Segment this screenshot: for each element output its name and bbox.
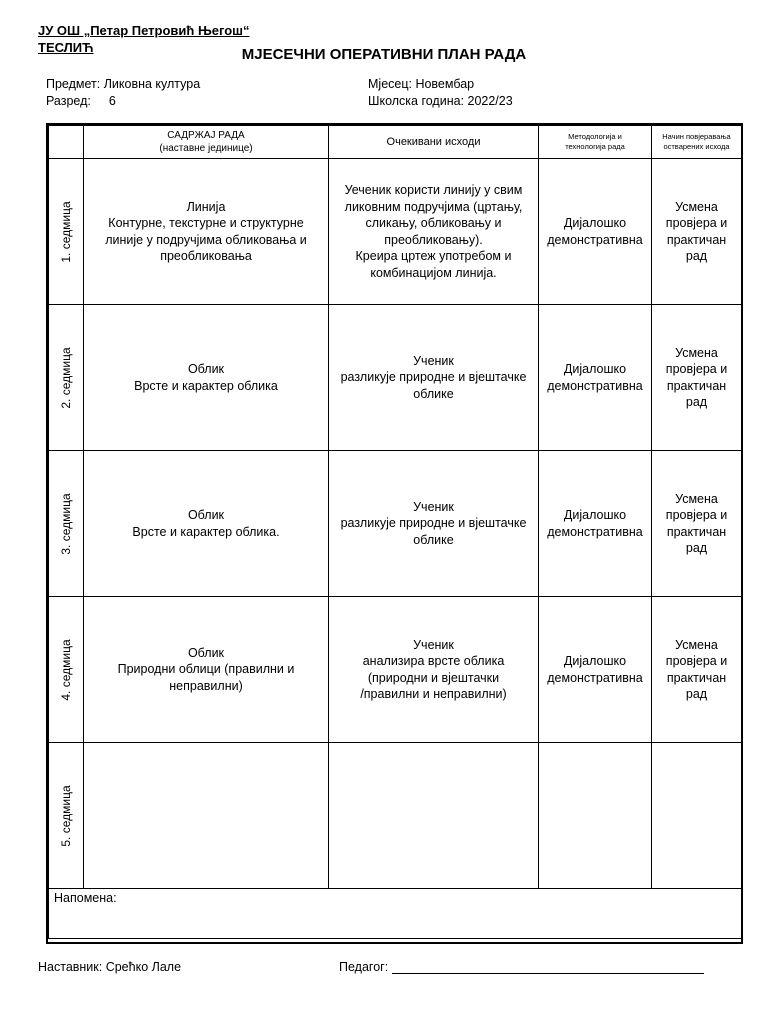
- outcomes-line: анализира врсте облика: [362, 654, 505, 668]
- assessment-line: Усмена: [675, 199, 718, 214]
- assessment-line: практичан: [666, 378, 727, 393]
- week-label: 1. седмица: [59, 200, 73, 263]
- assessment-line: рад: [685, 249, 708, 263]
- outcomes-line: (природни и вјештачки: [367, 670, 500, 685]
- outcomes-line: /правилни и неправилни): [360, 687, 507, 701]
- content-line: Врсте и карактер облика.: [132, 524, 280, 539]
- month-line: Мјесец: Новембар: [368, 77, 475, 91]
- plan-table: [48, 125, 742, 939]
- school-name: ЈУ ОШ „Петар Петровић Његош“: [38, 23, 250, 38]
- outcomes-line: сликању, обликовању и: [365, 216, 502, 230]
- header-week-cell: [49, 126, 84, 159]
- week-label-cell: [49, 743, 84, 889]
- subject-line: Предмет: Ликовна култура: [46, 77, 201, 91]
- week-method-cell: [539, 597, 652, 743]
- method-line: демонстративна: [547, 232, 643, 247]
- assessment-line: практичан: [666, 670, 727, 685]
- content-line: Облик: [187, 508, 225, 522]
- assessment-line: практичан: [666, 232, 727, 247]
- teacher-signature: Наставник: Срећко Лале: [38, 960, 182, 974]
- week-label: 3. седмица: [59, 492, 73, 555]
- content-line: Облик: [187, 362, 225, 376]
- week-label-cell: [49, 305, 84, 451]
- outcomes-line: облике: [413, 386, 454, 401]
- content-line: Контурне, текстурне и структурне: [108, 216, 304, 230]
- week-row: [49, 743, 742, 889]
- outcomes-line: Ученик: [413, 499, 454, 514]
- outcomes-line: преобликовању).: [384, 232, 483, 247]
- method-line: Дијалошко: [563, 654, 627, 668]
- outcomes-line: разликује природне и вјештачке: [340, 516, 527, 531]
- assessment-line: рад: [685, 687, 708, 701]
- outcomes-line: Креира цртеж употребом и: [355, 249, 512, 263]
- content-line: Линија: [186, 199, 226, 214]
- outcomes-line: Ученик: [413, 353, 454, 368]
- week-label-cell: [49, 159, 84, 305]
- header-method-line1: Методологија и: [568, 132, 622, 141]
- assessment-line: провјера и: [665, 654, 728, 668]
- header-content-line1: САДРЖАЈ РАДА: [167, 130, 245, 141]
- week-row: [49, 597, 742, 743]
- header-content: [84, 126, 329, 159]
- page-title: МЈЕСЕЧНИ ОПЕРАТИВНИ ПЛАН РАДА: [241, 46, 527, 63]
- header-assessment-line1: Начин повјеравања: [662, 132, 731, 141]
- week-content-cell: [84, 305, 329, 451]
- assessment-line: Усмена: [675, 637, 718, 652]
- outcomes-line: Уеченик користи линију у свим: [344, 183, 523, 197]
- week-method-cell: [539, 305, 652, 451]
- assessment-line: Усмена: [675, 491, 718, 506]
- assessment-line: рад: [685, 395, 708, 409]
- week-assessment-cell: [652, 743, 742, 889]
- content-line: Врсте и карактер облика: [134, 378, 278, 393]
- pedagogue-signature-line: [392, 960, 704, 974]
- assessment-line: провјера и: [665, 508, 728, 522]
- method-line: Дијалошко: [563, 508, 627, 522]
- table-header-row: [49, 126, 742, 159]
- week-outcomes-cell: [329, 451, 539, 597]
- grade-label: Разред:: [46, 94, 91, 108]
- header-method-line2: технологија рада: [565, 142, 625, 151]
- content-line: Облик: [187, 645, 225, 660]
- week-row: [49, 159, 742, 305]
- week-label-cell: [49, 597, 84, 743]
- assessment-line: рад: [685, 541, 708, 555]
- header-content-line2: (наставне јединице): [159, 143, 253, 154]
- note-row: [49, 889, 742, 939]
- week-content-cell: [84, 451, 329, 597]
- week-label-cell: [49, 451, 84, 597]
- week-content-cell: [84, 743, 329, 889]
- week-method-cell: [539, 451, 652, 597]
- week-label: 5. седмица: [59, 784, 73, 847]
- header-methodology: [539, 126, 652, 159]
- outcomes-line: комбинацијом линија.: [370, 265, 497, 280]
- school-town: ТЕСЛИЋ: [38, 40, 94, 55]
- grade-line: [46, 93, 200, 110]
- assessment-line: Усмена: [675, 345, 718, 360]
- week-row: [49, 451, 742, 597]
- week-label: 2. седмица: [59, 346, 73, 409]
- week-row: [49, 305, 742, 451]
- outcomes-line: Ученик: [413, 637, 454, 652]
- content-line: линије у подручјима обликовања и: [105, 232, 307, 247]
- week-content-cell: [84, 597, 329, 743]
- assessment-line: провјера и: [665, 362, 728, 376]
- content-line: Природни облици (правилни и: [117, 662, 295, 677]
- week-assessment-cell: [652, 159, 742, 305]
- week-label: 4. седмица: [59, 638, 73, 701]
- week-outcomes-cell: [329, 305, 539, 451]
- meta-right: [368, 76, 513, 110]
- note-label: Напомена:: [49, 889, 742, 939]
- week-assessment-cell: [652, 305, 742, 451]
- method-line: демонстративна: [547, 524, 643, 539]
- outcomes-line: облике: [413, 532, 454, 547]
- header-outcomes: Очекивани исходи: [329, 126, 539, 159]
- pedagogue-label: Педагог:: [339, 960, 389, 974]
- method-line: Дијалошко: [563, 362, 627, 376]
- content-line: неправилни): [169, 678, 243, 693]
- method-line: демонстративна: [547, 378, 643, 393]
- week-content-cell: [84, 159, 329, 305]
- pedagogue-signature: [339, 960, 704, 974]
- assessment-line: провјера и: [665, 216, 728, 230]
- method-line: Дијалошко: [563, 216, 627, 230]
- school-year-line: Школска година: 2022/23: [368, 94, 513, 108]
- method-line: демонстративна: [547, 670, 643, 685]
- week-assessment-cell: [652, 597, 742, 743]
- week-assessment-cell: [652, 451, 742, 597]
- grade-value: 6: [108, 94, 116, 108]
- content-line: преобликовања: [160, 249, 252, 263]
- week-method-cell: [539, 159, 652, 305]
- week-outcomes-cell: [329, 597, 539, 743]
- week-outcomes-cell: [329, 159, 539, 305]
- outcomes-line: разликује природне и вјештачке: [340, 370, 527, 385]
- header-assessment: [652, 126, 742, 159]
- outcomes-line: ликовним подручјима (цртању,: [344, 199, 523, 214]
- week-outcomes-cell: [329, 743, 539, 889]
- meta-left: [46, 76, 200, 110]
- week-method-cell: [539, 743, 652, 889]
- header-assessment-line2: остварених исхода: [663, 142, 730, 151]
- assessment-line: практичан: [666, 524, 727, 539]
